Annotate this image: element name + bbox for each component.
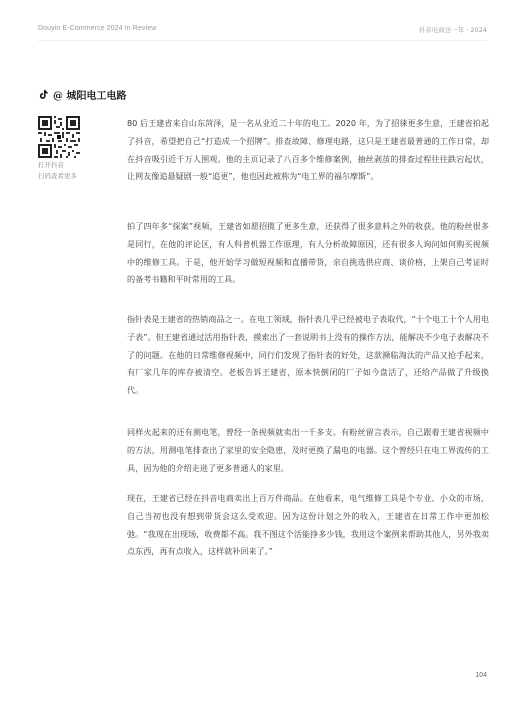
qr-code[interactable] [38, 116, 80, 158]
paragraph-harvest: 拍了四年多“探案”视频，王建省如愿招揽了更多生意，还获得了很多意料之外的收获。他的粉丝很多是同行，在他的评论区，有人科普机器工作原理，有人分析故障原因，还有很多人询问如何购买视频中的维修工具。于是，他开始学习做短视频和直播带货，亲自挑选供应商、谈价格，上架自己考证时的备考书籍和平时常用的工具。 [127, 221, 489, 285]
page-number: 104 [475, 672, 487, 679]
account-name: @ 城阳电工电路 [53, 91, 127, 102]
paragraph-test-pen: 同样火起来的还有测电笔，曾经一条视频就卖出一千多支。有粉丝留言表示，自己跟着王建省视频中的方法，用测电笔排查出了家里的安全隐患，及时更换了漏电的电器。这个曾经只在电工界流传的工具，因为他的介绍走进了更多普通人的家里。 [127, 427, 489, 473]
header-divider [38, 40, 487, 41]
header-publication-title: Douyin E-Commerce 2024 In Review [38, 25, 157, 32]
qr-caption-line-1: 打开抖音 [38, 161, 64, 169]
qr-caption [38, 160, 77, 182]
paragraph-current: 现在，王建省已经在抖音电商卖出上百万件商品。在他看来，电气维修工具是个专业、小众的市场，自己当初也没有想到带货会这么受欢迎。因为这份计划之外的收入，王建省在日常工作中更加松弛。“我现在出现场，收费都不高。我不图这个活能挣多少钱，我用这个案例来帮助其他人，另外我卖点东西，再有点收入，这样就补回来了。” [127, 493, 489, 557]
account-handle [38, 87, 126, 102]
paragraph-intro: 80 后王建省来自山东菏泽，是一名从业近二十年的电工。2020 年，为了招徕更多生意，王建省拍起了抖音，希望把自己“打造成一个招牌”。排查故障、修理电路，这只是王建省最普通的工作日常，却在抖音吸引近千万人围观。他的主页记录了八百多个维修案例，抽丝剥茧的排查过程往往跌宕起伏，让网友像追悬疑剧一般“追更”，他也因此被称为“电工界的福尔摩斯”。 [127, 118, 489, 182]
header-section-title: 抖音电商这一年 · 2024 [418, 26, 487, 34]
qr-caption-line-2: 扫码查看更多 [38, 172, 77, 180]
paragraph-pointer-meter: 指针表是王建省的热销商品之一。在电工领域，指针表几乎已经被电子表取代，“十个电工十个人用电子表”。但王建省通过活用指针表，摸索出了一套说明书上没有的操作方法，能解决不少电子表解决不了的问题。在他的日常维修视频中，同行们发现了指针表的好处，这款濒临淘汰的产品又抢手起来，有厂家几年的库存被清空。老板告诉王建省，原本快倒闭的厂子如今盘活了，还给产品做了升级换代。 [127, 314, 489, 396]
douyin-logo-icon [38, 89, 49, 100]
